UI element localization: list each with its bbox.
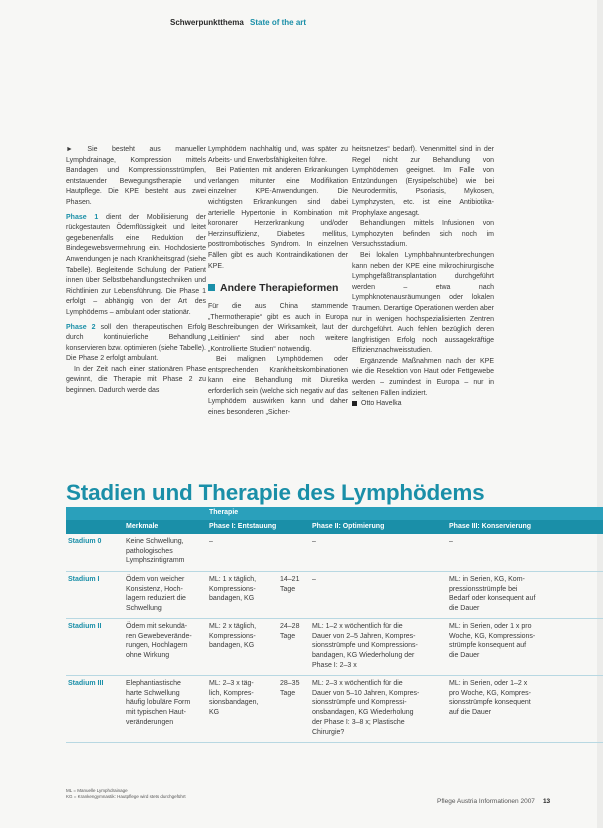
table-group-header: Therapie — [66, 507, 603, 520]
page-footer: Pflege Austria Informationen 2007 13 — [437, 798, 551, 805]
paragraph: In der Zeit nach einer stationären Phase gewinnt, die Therapie mit Phase 2 zu beginnen. Dadurch werde das — [66, 365, 206, 395]
footnotes: ML = Manuelle Lymphdrainage KG = Krankengymnastik: Hautpflege wird stets durchgeführt — [66, 788, 186, 799]
end-mark-icon — [352, 401, 357, 406]
table-header-row — [66, 520, 603, 534]
phase-1-duration-cell: 24–28 Tage — [280, 623, 300, 640]
paragraph: Bei malignen Lymphödemen oder entsprechenden Krankheitskombinationen kann eine Behandlung mit Diuretika erforderlich sein (welche sich negativ auf das Lymphödem auswirken kann und daher eines besonderen „Sicher- — [208, 356, 348, 417]
header-merkmale: Merkmale — [126, 523, 159, 530]
stage-cell: Stadium 0 — [68, 538, 102, 545]
phase-3-cell: ML: in Serien, KG, Kom- pressionsstrümpfe bei Bedarf oder konsequent auf die Dauer — [449, 576, 536, 613]
phase-2-cell: – — [312, 538, 316, 545]
phase-1-cell: ML: 2 x täglich, Kompressions- bandagen, KG — [209, 623, 257, 650]
header-phase-3: Phase III: Konservierung — [449, 523, 532, 530]
therapy-table — [66, 507, 603, 743]
paragraph: Lymphödem nachhaltig und, was später zu Arbeits- und Erwerbsfähigkeiten führe. — [208, 146, 348, 164]
stage-cell: Stadium II — [68, 623, 102, 630]
column-1 — [66, 145, 206, 397]
subheading: Andere Therapieformen — [208, 282, 348, 294]
merkmale-cell: Elephantiastische harte Schwellung häufig lobuläre Form mit typischen Haut- veränderungen — [126, 680, 191, 726]
paragraph: heitsnetzes“ bedarf). Venenmittel sind in der Regel nicht zur Behandlung von Lymphödemen geeignet. Im Falle von Entzündungen (Erysipelschübe) wie bei Neurodermitis, Psoriasis, Mykosen, Lymphzysten, etc. ist eine Antibiotika-Prophylaxe angesagt. — [352, 146, 494, 217]
phase-1-duration-cell: 28–35 Tage — [280, 680, 300, 697]
table-row — [66, 572, 603, 619]
phase-1-cell: ML: 2–3 x täg- lich, Kompres- sionsbandagen, KG — [209, 680, 259, 717]
table-row — [66, 534, 603, 572]
stage-cell: Stadium I — [68, 576, 100, 583]
header-phase-1: Phase I: Entstauung — [209, 523, 277, 530]
paragraph: Phase 2 soll den therapeutischen Erfolg durch kontinuierliche Behandlung konservieren bzw. optimieren (siehe Tabelle). Die Phase 2 erfolgt ambulant. — [66, 323, 206, 363]
table-title: Stadien und Therapie des Lymphödems — [66, 480, 485, 505]
phase-2-cell: – — [312, 576, 316, 583]
merkmale-cell: Ödem mit sekundä- ren Gewebeverände- rungen, Hochlagern ohne Wirkung — [126, 623, 192, 660]
section-label: Schwerpunktthema — [170, 18, 244, 27]
table-row — [66, 676, 603, 743]
merkmale-cell: Ödem von weicher Konsistenz, Hoch- lagern reduziert die Schwellung — [126, 576, 186, 613]
phase-2-cell: ML: 1–2 x wöchentlich für die Dauer von 2–5 Jahren, Kompres- sionsstrümpfe und Kompressions- bandagen, KG Wiederholung der Phase I: 2–3 x — [312, 623, 418, 669]
phase-1-duration-cell: 14–21 Tage — [280, 576, 300, 593]
paragraph: Bei Patienten mit anderen Erkrankungen verlangen mitunter eine Modifikation einzelner KPE-Anwendungen. Die wichtigsten Erkrankungen sind dabei arterielle Hypertonie in Kombination mit koronarer Herzerkrankung und/oder Herzinsuffizienz, Diabetes mellitus, posttrombotisches Syndrom. In einzelnen Fällen gibt es auch Kontraindikationen der KPE. — [208, 167, 348, 270]
merkmale-cell: Keine Schwellung, pathologisches Lymphszintigramm — [126, 538, 185, 565]
author-line: Otto Havelka — [352, 399, 494, 410]
paragraph: Ergänzende Maßnahmen nach der KPE wie die Resektion von Haut oder Fettgewebe werden – zumindest in Europa – nur in seltenen Fällen indiziert. — [352, 357, 494, 397]
column-3 — [352, 145, 494, 410]
topic-label: State of the art — [250, 18, 307, 27]
phase-3-cell: ML: in Serien, oder 1 x pro Woche, KG, Kompressions- strümpfe konsequent auf die Dauer — [449, 623, 536, 660]
paragraph: Für die aus China stammende „Thermotherapie“ gibt es auch in Europa Beschreibungen der Wirksamkeit, laut der „Leitlinien“ sind aber noch weitere „Kontrollierte Studien“ notwendig. — [208, 303, 348, 353]
phase-2-cell: ML: 2–3 x wöchentlich für die Dauer von 5–10 Jahren, Kompres- sionsstrümpfe und Kompressi- onsbandagen, KG Wiederholung der Phase I: 3–8 x; Plastische Chirurgie? — [312, 680, 420, 736]
paragraph: Behandlungen mittels Infusionen von Lymphozyten befinden sich noch im Versuchsstadium. — [352, 220, 494, 249]
square-bullet-icon — [208, 284, 215, 291]
paragraph: Bei lokalen Lymphbahnunterbrechungen kann neben der KPE eine mikrochirurgische Lymphgefäßtransplantation durchgeführt werden – etwa nach Lymphknotenausräumungen oder lokalen Traumen. Derartige Operationen werden aber nur in wenigen hochspezialisierten Zentren durchgeführt. Auch fehlen bezüglich deren langfristigen Erfolg noch aussagekräftige Effizienznachweisstudien. — [352, 251, 494, 355]
phase-3-cell: ML: in Serien, oder 1–2 x pro Woche, KG, Kompres- sionsstrümpfe konsequent auf die Dauer — [449, 680, 531, 717]
header-phase-2: Phase II: Optimierung — [312, 523, 385, 530]
table-row — [66, 619, 603, 676]
page-number: 13 — [542, 798, 551, 805]
stage-cell: Stadium III — [68, 680, 104, 687]
page-header — [170, 18, 306, 27]
column-2 — [208, 145, 348, 419]
phase-1-cell: – — [209, 538, 213, 545]
phase-3-cell: – — [449, 538, 453, 545]
table-body — [66, 534, 603, 743]
paragraph: Phase 1 dient der Mobilisierung der rückgestauten Ödemflüssigkeit und leitet gegebenenfalls eine Reduktion der Bindegewebsvermehrung ein. Hochdosierte Anwendungen je nach Krankheitsgrad (siehe Tabelle). Begleitende Schulung der Patient innen über Selbstbehandlungstechniken und Richtlinien zur Lebensführung. Die Phase 1 erfolgt – abhängig von der Art des Lymphödems – ambulant oder stationär. — [66, 213, 206, 316]
paragraph: ► Sie besteht aus manueller Lymphdrainage, Kompression mittels Bandagen und Kompressionsstrümpfen, entstauender Bewegungstherapie und Hautpflege. Die KPE besteht aus zwei Phasen. — [66, 146, 206, 206]
phase-1-cell: ML: 1 x täglich, Kompressions- bandagen, KG — [209, 576, 257, 603]
